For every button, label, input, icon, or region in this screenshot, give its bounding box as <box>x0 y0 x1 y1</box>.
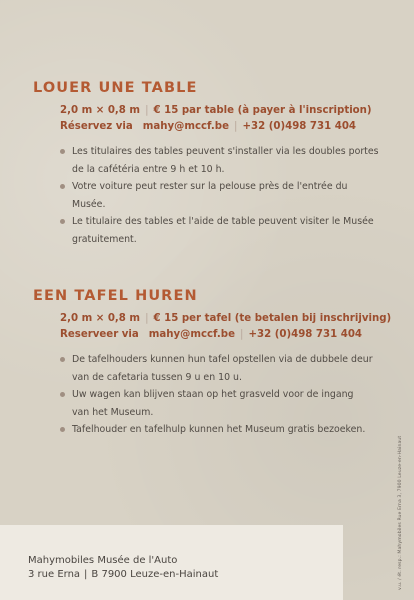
section-heading-nl: EEN TAFEL HUREN <box>33 288 198 304</box>
separator: | <box>145 313 149 324</box>
museum-name: Mahymobiles Musée de l'Auto <box>28 555 178 566</box>
bullet-item: Uw wagen kan blijven staan op het grasveld voor de ingang van het Museum. <box>60 386 383 421</box>
bullet-item: Le titulaire des tables et l'aide de table peuvent visiter le Musée gratuitement. <box>60 213 383 248</box>
section-dutch <box>33 288 392 439</box>
email-link[interactable]: mahy@mccf.be <box>142 121 230 132</box>
reserve-label: Reserveer via <box>60 329 139 340</box>
separator: | <box>145 105 149 116</box>
section-heading-fr: LOUER UNE TABLE <box>33 80 198 96</box>
bullet-item: Votre voiture peut rester sur la pelouse près de l'entrée du Musée. <box>60 178 383 213</box>
reserve-label: Réservez via <box>60 121 133 132</box>
address-panel <box>0 525 343 600</box>
bullet-list-nl <box>60 351 383 439</box>
city-address: B 7900 Leuze-en-Hainaut <box>91 569 219 580</box>
table-size: 2,0 m × 0,8 m <box>60 105 141 116</box>
reservation-line-fr <box>60 119 383 135</box>
museum-address <box>28 554 218 582</box>
table-size-price-fr <box>60 103 383 119</box>
table-size: 2,0 m × 0,8 m <box>60 313 141 324</box>
separator: | <box>234 121 238 132</box>
section-french <box>33 80 383 248</box>
bullet-item: De tafelhouders kunnen hun tafel opstellen via de dubbele deur van de cafetaria tussen 9 u en 10 u. <box>60 351 383 386</box>
email-link[interactable]: mahy@mccf.be <box>148 329 236 340</box>
phone-number: +32 (0)498 731 404 <box>248 329 363 340</box>
separator: | <box>240 329 244 340</box>
table-price: € 15 per tafel (te betalen bij inschrijving) <box>153 313 392 324</box>
bullet-item: Tafelhouder en tafelhulp kunnen het Museum gratis bezoeken. <box>60 421 383 439</box>
reservation-line-nl <box>60 327 383 343</box>
separator: | <box>84 569 88 580</box>
table-price: € 15 par table (à payer à l'inscription) <box>153 105 372 116</box>
bullet-item: Les titulaires des tables peuvent s'installer via les doubles portes de la cafétéria entre 9 h et 10 h. <box>60 143 383 178</box>
phone-number: +32 (0)498 731 404 <box>242 121 357 132</box>
bullet-list-fr <box>60 143 383 248</box>
table-size-price-nl <box>60 311 392 327</box>
publisher-credit: v.u. / ét. resp.: Mahymobiles Rue Erna 3, 7900 Leuze-en-Hainaut <box>398 435 403 590</box>
street-address: 3 rue Erna <box>28 569 81 580</box>
